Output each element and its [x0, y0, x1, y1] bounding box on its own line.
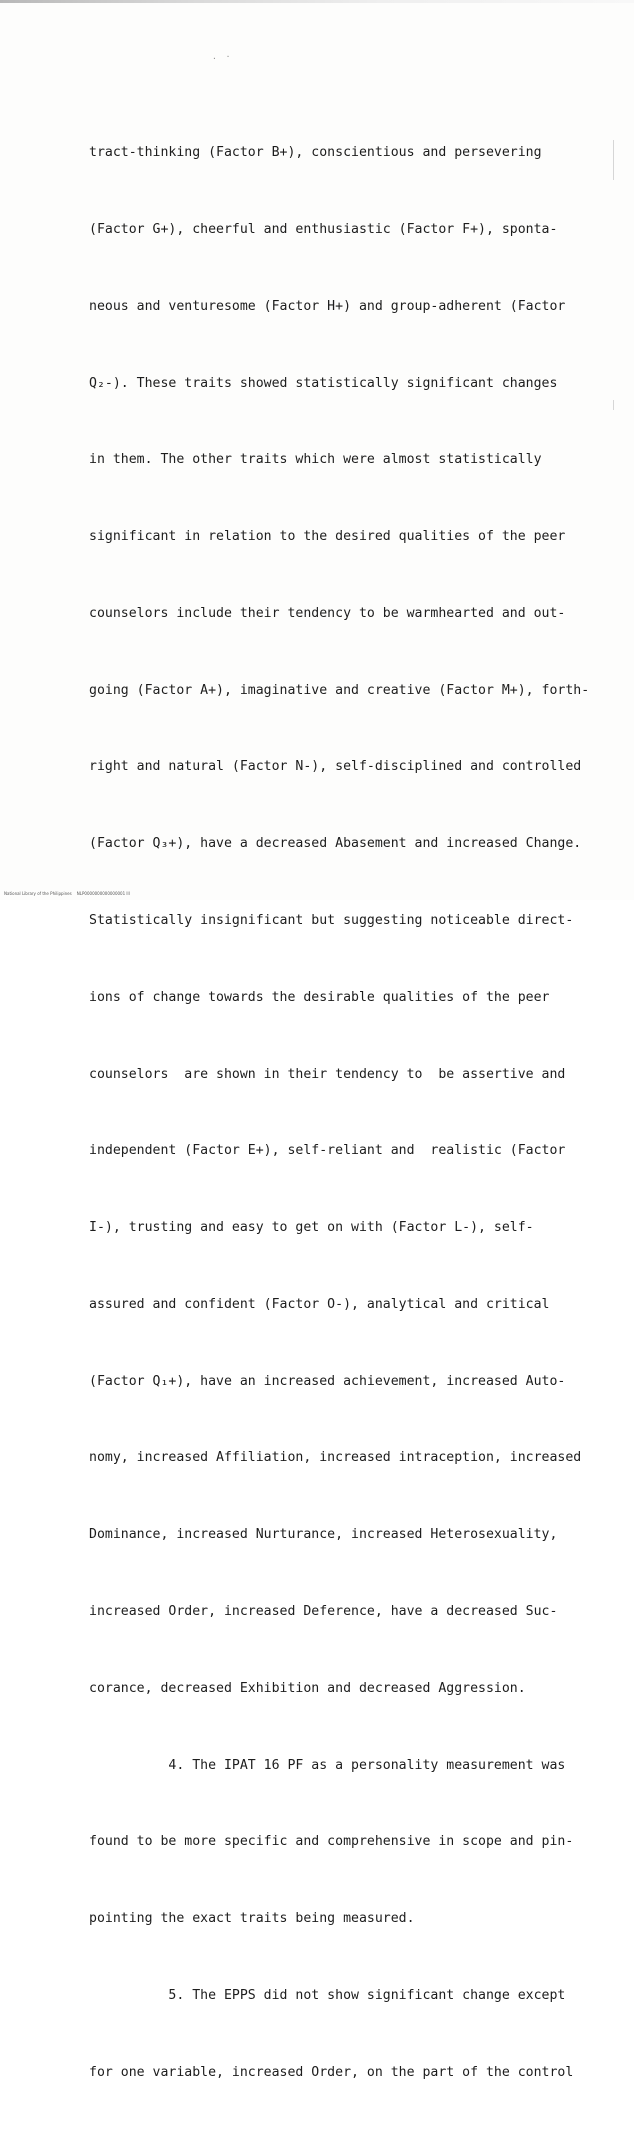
text-line: pointing the exact traits being measured.: [89, 1911, 415, 1927]
text-line: going (Factor A+), imaginative and creative (Factor M+), forth-: [89, 682, 590, 698]
margin-mark: [613, 140, 614, 180]
text-line: significant in relation to the desired qualities of the peer: [89, 529, 566, 545]
text-line: found to be more specific and comprehensive in scope and pin-: [89, 1834, 574, 1850]
text-line: Dominance, increased Nurturance, increased Heterosexuality,: [89, 1527, 558, 1543]
scan-top-edge: [0, 0, 634, 3]
text-line: I-), trusting and easy to get on with (Factor L-), self-: [89, 1220, 534, 1236]
text-line: counselors include their tendency to be warmhearted and out-: [89, 605, 566, 621]
text-line: assured and confident (Factor O-), analytical and critical: [89, 1296, 550, 1312]
text-line: corance, decreased Exhibition and decreased Aggression.: [89, 1680, 526, 1696]
text-line: neous and venturesome (Factor H+) and group-adherent (Factor: [89, 298, 566, 314]
margin-mark: [613, 400, 614, 410]
text-line: (Factor G+), cheerful and enthusiastic (Factor F+), sponta-: [89, 221, 558, 237]
text-line: 4. The IPAT 16 PF as a personality measurement was: [89, 1757, 566, 1773]
text-line: counselors are shown in their tendency to be assertive and: [89, 1066, 566, 1082]
text-line: in them. The other traits which were almost statistically: [89, 452, 542, 468]
text-line: increased Order, increased Deference, have a decreased Suc-: [89, 1604, 558, 1620]
text-line: tract-thinking (Factor B+), conscientious and persevering: [89, 145, 542, 161]
text-line: Q₂-). These traits showed statistically significant changes: [89, 375, 558, 391]
library-footer: National Library of the Philippines NLP0000000000000001 lll: [4, 891, 130, 896]
text-line: 5. The EPPS did not show significant change except: [89, 1987, 566, 2003]
text-line: for one variable, increased Order, on the part of the control: [89, 2064, 574, 2080]
text-line: nomy, increased Affiliation, increased intraception, increased: [89, 1450, 582, 1466]
text-line: (Factor Q₁+), have an increased achievement, increased Auto-: [89, 1373, 566, 1389]
text-line: ions of change towards the desirable qualities of the peer: [89, 989, 550, 1005]
text-line: right and natural (Factor N-), self-disciplined and controlled: [89, 759, 582, 775]
text-line: Statistically insignificant but suggesting noticeable direct-: [89, 913, 574, 928]
body-text: [89, 89, 589, 2137]
scan-specks: . ·: [212, 52, 233, 61]
text-line: independent (Factor E+), self-reliant and realistic (Factor: [89, 1143, 566, 1159]
text-line: (Factor Q₃+), have a decreased Abasement and increased Change.: [89, 836, 582, 852]
